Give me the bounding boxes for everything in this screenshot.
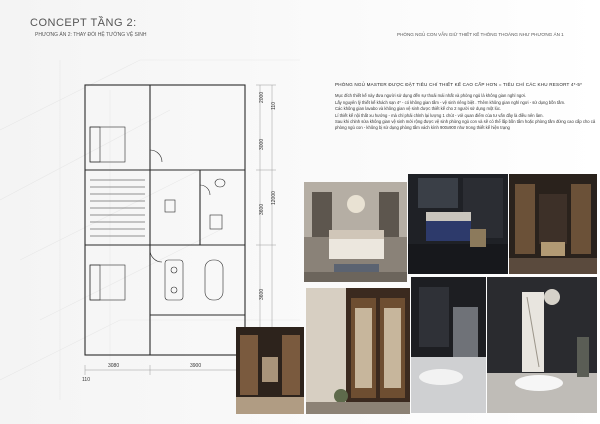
bathtub	[205, 260, 223, 300]
vanity-double	[165, 260, 183, 300]
dim-right-5: 3600	[259, 203, 265, 215]
dim-right-6: 3600	[259, 288, 265, 300]
page-title: CONCEPT TẦNG 2:	[30, 17, 137, 29]
master-paragraph: Các không gian lavabo và không gian vệ sinh được thiết kế cho 2 người sử dụng một lúc.	[335, 106, 502, 112]
photo-wardrobe	[306, 288, 410, 414]
page-subtitle: PHƯƠNG ÁN 2: THAY ĐỔI HỆ TƯỜNG VỆ SINH	[35, 32, 147, 38]
plan-walls	[85, 85, 245, 355]
lavabo-upper	[165, 200, 175, 212]
dim-bottom-small-1: 110	[82, 377, 90, 383]
photo-master-bedroom	[304, 182, 407, 282]
master-bedroom-info	[335, 82, 597, 132]
dim-right-2: 110	[271, 102, 277, 110]
master-paragraph: Mục đích thiết kế này đưa người sử dụng đến sự thoải mái nhất và phòng ngủ là không gian nghỉ ngơi.	[335, 93, 527, 98]
photo-dark-bedroom	[408, 174, 508, 274]
stair-hatch	[90, 180, 145, 236]
dim-right-3: 3000	[259, 138, 265, 150]
toilet-upper	[215, 179, 225, 187]
bed-upper	[90, 127, 125, 162]
child-room-note: PHÒNG NGỦ CON VẪN GIỮ THIẾT KẾ THÔNG THOÁNG NHƯ PHƯƠNG ÁN 1	[397, 32, 564, 37]
master-paragraph: Lí thiết kế nội thất xu hướng - mà chỉ phải chỉnh lại lượng 1 chút - với quan điểm của tư vấn đây là điều nên làm.	[335, 112, 544, 118]
dim-right-1: 2000	[259, 91, 265, 103]
photo-dark-bathroom	[411, 277, 486, 413]
bed-lower	[90, 265, 125, 300]
dim-bottom-2: 3900	[190, 363, 202, 369]
master-paragraph: Lấy nguyên lý thiết kế khách sạn 4* - có không gian tắm - vệ sinh riêng biệt . Thêm không gian nghỉ ngơi - sử dụng bồn tắm.	[335, 99, 566, 105]
plan-furniture	[90, 127, 225, 300]
master-paragraph: Sau khi chỉnh sửa không gian vệ sinh mới rộng được vệ sinh phòng ngủ con và sẽ có thể lắp bồn tắm hoặc phòng tắm đứng cao cấp cho cả phòng ngủ con - không bị sử dụng phòng tắm vách kính 900x900 như trong thiết kế hiện trạng	[335, 119, 596, 130]
dim-bottom-1: 3080	[108, 363, 120, 369]
photo-dressing-room	[236, 327, 304, 414]
photo-walk-in-closet	[509, 174, 597, 274]
photo-marble-bathroom	[487, 277, 597, 413]
toilet-mid	[210, 215, 222, 229]
dim-right-4: 12000	[271, 191, 277, 205]
master-heading: PHÒNG NGỦ MASTER ĐƯỢC ĐẶT TIÊU CHÍ THIẾT KẾ CAO CẤP HƠN = TIÊU CHÍ CÁC KHU RESORT 4*-5*	[335, 82, 583, 87]
